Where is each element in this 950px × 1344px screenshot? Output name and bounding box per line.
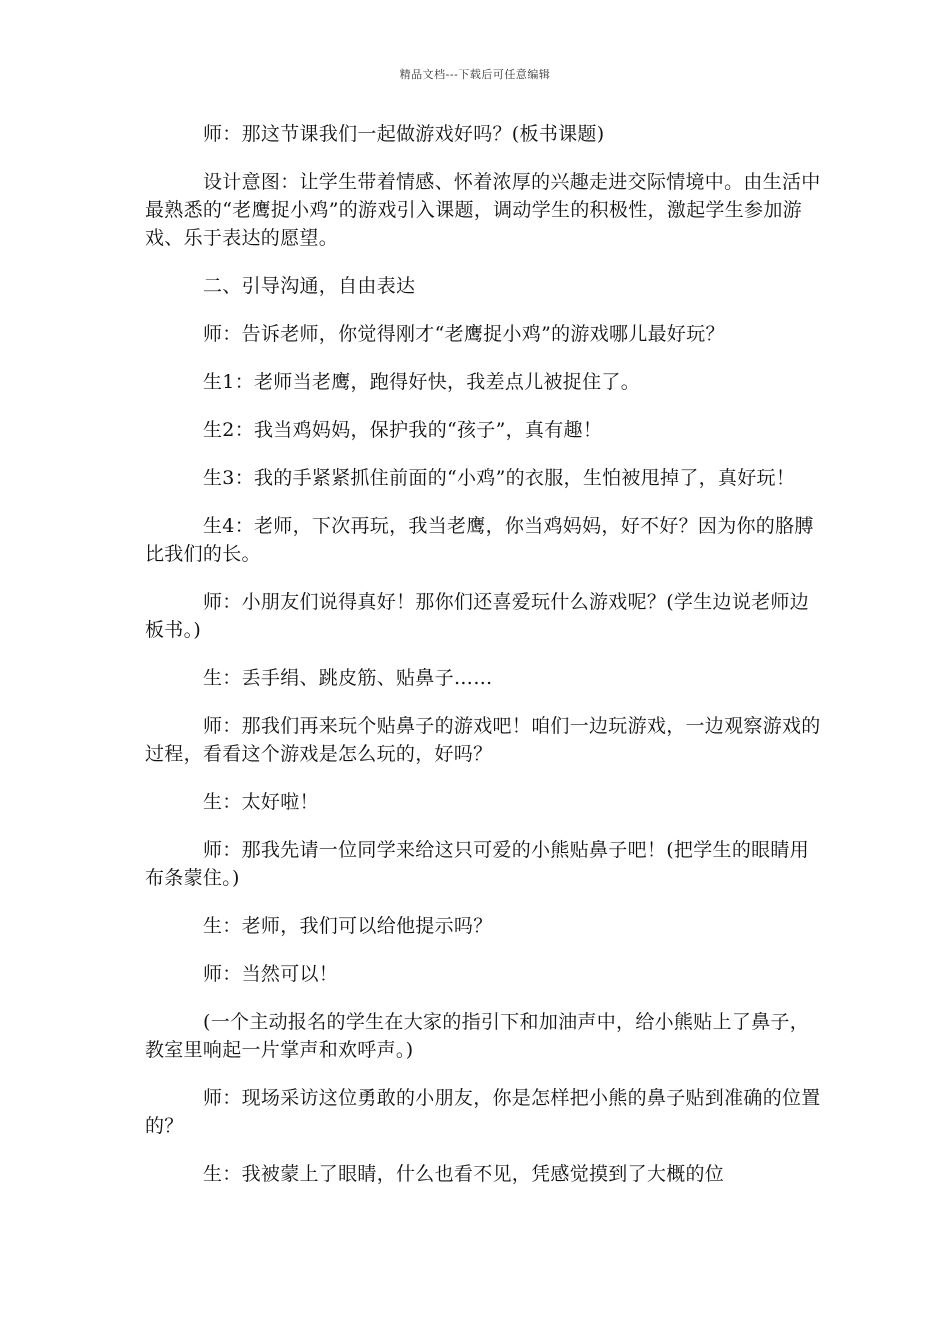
paragraph: (一个主动报名的学生在大家的指引下和加油声中，给小熊贴上了鼻子，教室里响起一片掌声和欢呼声。) [145,1011,810,1061]
section-heading: 二、引导沟通，自由表达 [203,275,416,297]
paragraph: 师：现场采访这位勇敢的小朋友，你是怎样把小熊的鼻子贴到准确的位置的？ [145,1087,821,1137]
document-body [145,120,825,1208]
paragraph: 师：小朋友们说得真好！那你们还喜爱玩什么游戏呢？(学生边说老师边板书。) [145,591,810,641]
paragraph: 生：我被蒙上了眼睛，什么也看不见，凭感觉摸到了大概的位 [203,1163,725,1185]
paragraph: 生4：老师，下次再玩，我当老鹰，你当鸡妈妈，好不好？因为你的胳膊比我们的长。 [145,515,814,565]
paragraph: 生：老师，我们可以给他提示吗？ [203,915,493,937]
paragraph: 师：告诉老师，你觉得刚才“老鹰捉小鸡”的游戏哪儿最好玩？ [203,323,725,345]
paragraph: 师：那这节课我们一起做游戏好吗？(板书课题) [203,123,605,145]
paragraph: 生：丢手绢、跳皮筋、贴鼻子…… [203,667,493,689]
paragraph: 生2：我当鸡妈妈，保护我的“孩子”，真有趣！ [203,419,603,441]
page-header: 精品文档---下载后可任意编辑 [399,68,551,81]
paragraph: 生：太好啦！ [203,791,319,813]
paragraph: 师：那我们再来玩个贴鼻子的游戏吧！咱们一边玩游戏，一边观察游戏的过程，看看这个游戏是怎么玩的，好吗？ [145,715,821,765]
paragraph: 生3：我的手紧紧抓住前面的“小鸡”的衣服，生怕被甩掉了，真好玩！ [203,467,796,489]
paragraph: 生1：老师当老鹰，跑得好快，我差点儿被捉住了。 [203,371,640,393]
paragraph: 设计意图：让学生带着情感、怀着浓厚的兴趣走进交际情境中。由生活中最熟悉的“老鹰捉小鸡”的游戏引入课题，调动学生的积极性，激起学生参加游戏、乐于表达的愿望。 [145,171,821,249]
paragraph: 师：当然可以！ [203,963,339,985]
paragraph: 师：那我先请一位同学来给这只可爱的小熊贴鼻子吧！(把学生的眼睛用布条蒙住。) [145,839,810,889]
